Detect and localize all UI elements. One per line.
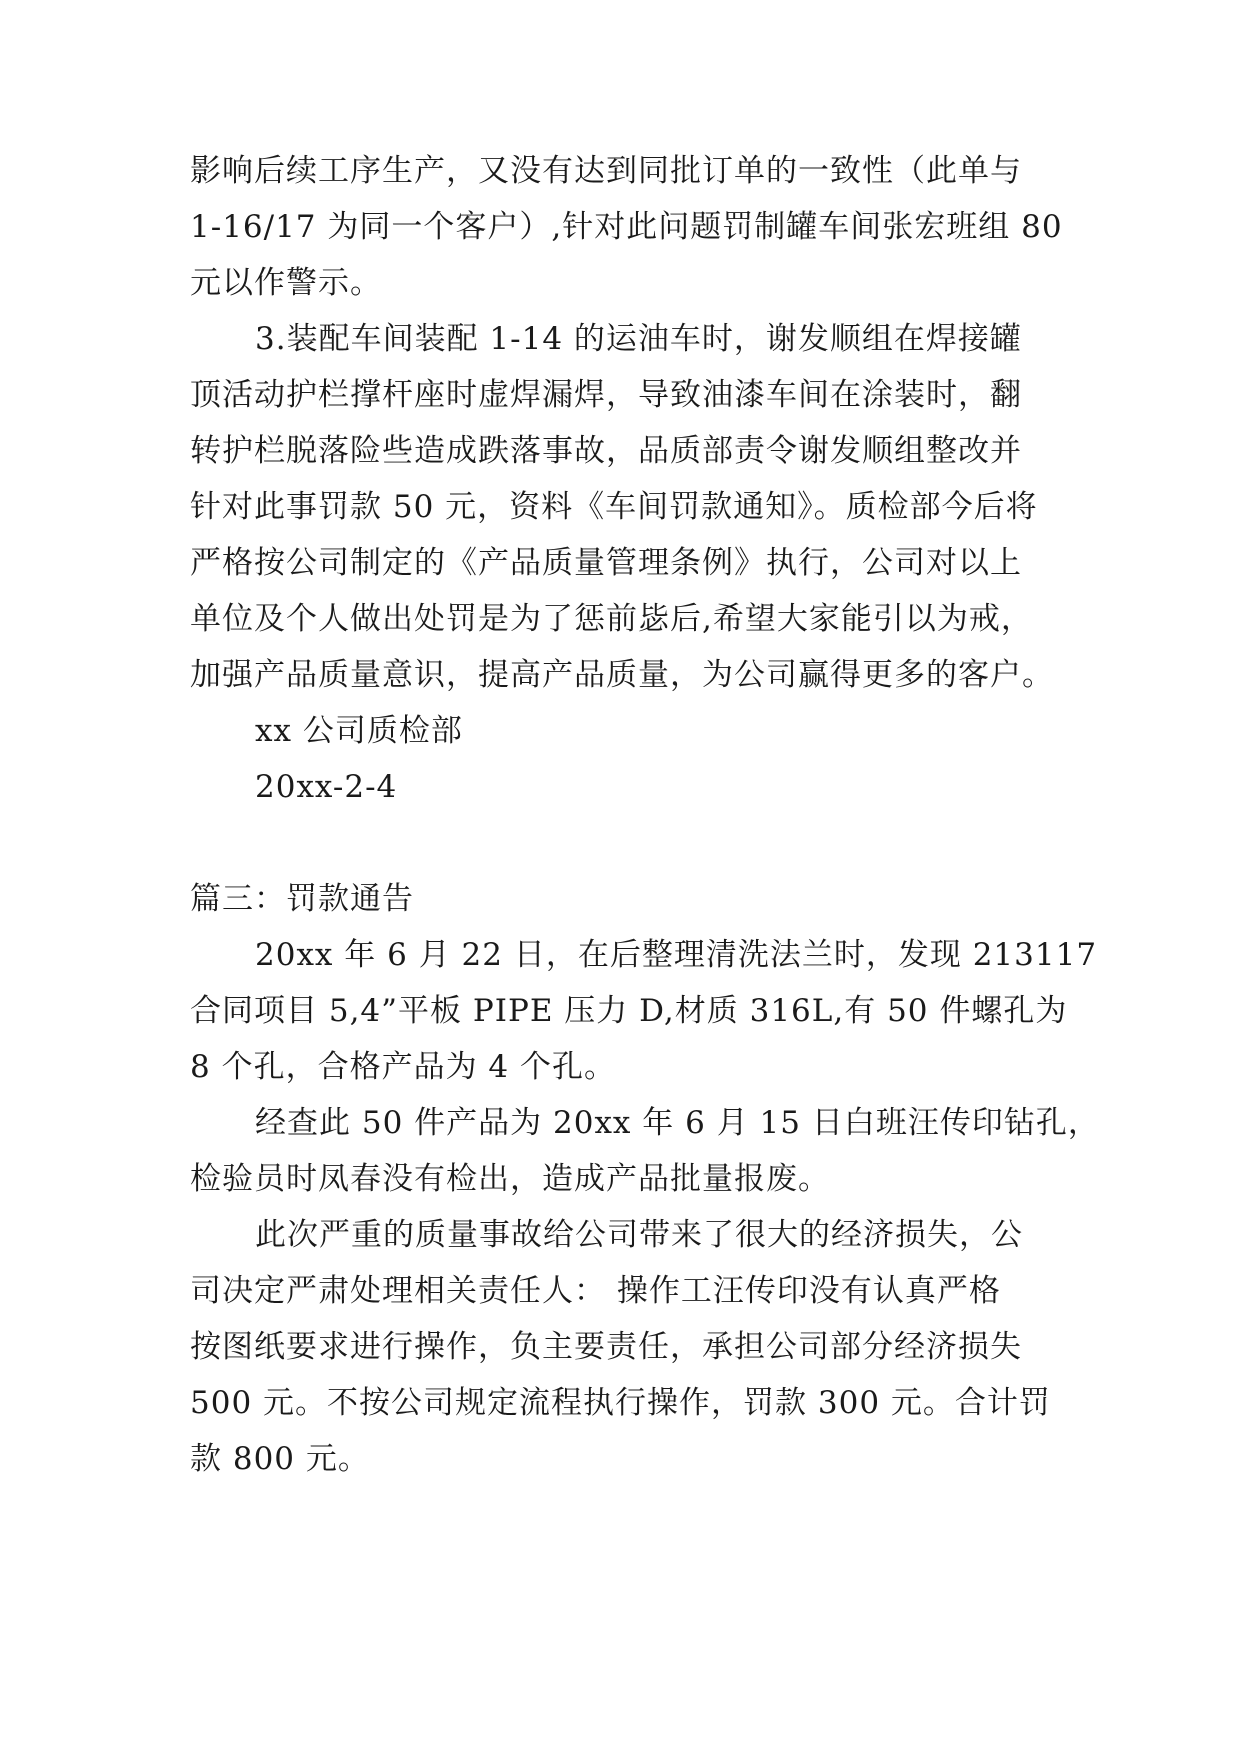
paragraph-line: 元以作警示。 [190, 265, 382, 301]
paragraph-line: 20xx 年 6 月 22 日，在后整理清洗法兰时，发现 213117 [255, 937, 1098, 973]
paragraph-line: 严格按公司制定的《产品质量管理条例》执行，公司对以上 [190, 545, 1022, 581]
paragraph-line: 检验员时凤春没有检出，造成产品批量报废。 [190, 1161, 830, 1197]
paragraph-line: 司决定严肃处理相关责任人： 操作工汪传印没有认真严格 [190, 1273, 1001, 1309]
paragraph-line: 单位及个人做出处罚是为了惩前毖后,希望大家能引以为戒， [190, 601, 1033, 637]
section-heading: 篇三：罚款通告 [190, 881, 414, 917]
paragraph-line: 顶活动护栏撑杆座时虚焊漏焊，导致油漆车间在涂装时，翻 [190, 377, 1022, 413]
paragraph-line: 按图纸要求进行操作，负主要责任，承担公司部分经济损失 [190, 1329, 1022, 1365]
paragraph-line: 500 元。不按公司规定流程执行操作，罚款 300 元。合计罚 [190, 1385, 1051, 1421]
paragraph-line: 款 800 元。 [190, 1441, 370, 1477]
paragraph-line: 针对此事罚款 50 元，资料《车间罚款通知》。质检部今后将 [190, 489, 1038, 525]
paragraph-line: 转护栏脱落险些造成跌落事故，品质部责令谢发顺组整改并 [190, 433, 1022, 469]
paragraph-line: 加强产品质量意识，提高产品质量，为公司赢得更多的客户。 [190, 657, 1054, 693]
paragraph-line: 合同项目 5,4”平板 PIPE 压力 D,材质 316L,有 50 件螺孔为 [190, 993, 1068, 1029]
signature-date: 20xx-2-4 [255, 769, 398, 805]
paragraph-line: 3.装配车间装配 1-14 的运油车时，谢发顺组在焊接罐 [255, 321, 1022, 357]
signature-org: xx 公司质检部 [255, 713, 463, 749]
paragraph-line: 1-16/17 为同一个客户）,针对此问题罚制罐车间张宏班组 80 [190, 209, 1063, 245]
paragraph-line: 此次严重的质量事故给公司带来了很大的经济损失，公 [255, 1217, 1023, 1253]
paragraph-line: 经查此 50 件产品为 20xx 年 6 月 15 日白班汪传印钻孔， [255, 1105, 1100, 1141]
paragraph-line: 影响后续工序生产，又没有达到同批订单的一致性（此单与 [190, 153, 1022, 189]
paragraph-line: 8 个孔，合格产品为 4 个孔。 [190, 1049, 617, 1085]
